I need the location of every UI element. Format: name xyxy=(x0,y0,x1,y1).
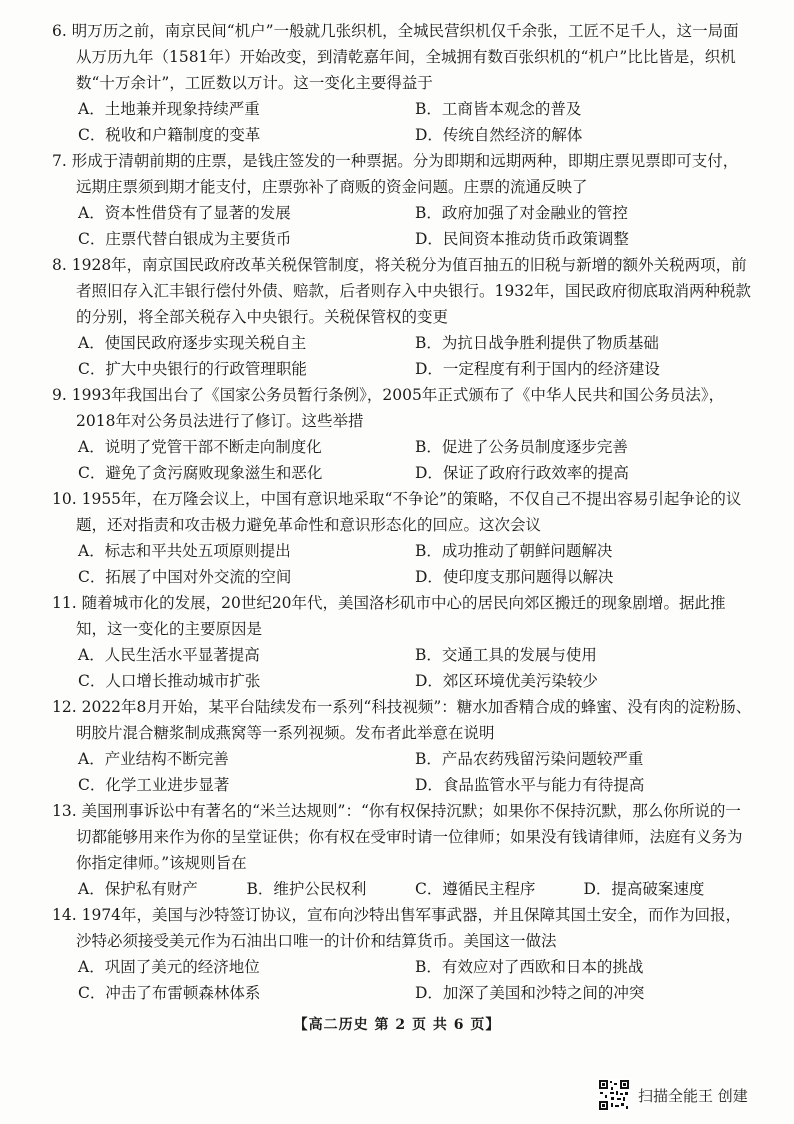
scanner-watermark xyxy=(598,1078,748,1112)
option-a: A．人民生活水平显著提高 xyxy=(78,646,260,664)
option-b: B．为抗日战争胜利提供了物质基础 xyxy=(415,334,659,352)
option-a: A．产业结构不断完善 xyxy=(78,750,229,768)
option-d: D．传统自然经济的解体 xyxy=(415,126,583,144)
question-stem: 1974年，美国与沙特签订协议，宣布向沙特出售军事武器，并且保障其国土安全，而作为回报，沙特必须接受美元作为石油出口唯一的计价和结算货币。美国这一做法 xyxy=(76,906,742,950)
option-d: D．保证了政府行政效率的提高 xyxy=(415,464,629,482)
question-number: 9. xyxy=(52,386,67,404)
option-b: B．产品农药残留污染问题较严重 xyxy=(415,750,644,768)
options xyxy=(52,200,752,252)
question-stem: 明万历之前，南京民间“机户”一般就几张织机，全城民营织机仅千余张，工匠不足千人，这一局面从万历九年（1581年）开始改变，到清乾嘉年间，全城拥有数百张织机的“机户”比比皆是，织机数“十万余计”，工匠数以万计。这一变化主要得益于 xyxy=(71,22,739,92)
option-a: A．巩固了美元的经济地位 xyxy=(78,958,260,976)
question-11 xyxy=(52,590,752,694)
question-number: 7. xyxy=(52,152,67,170)
options xyxy=(52,96,752,148)
question-stem: 1928年，南京国民政府改革关税保管制度，将关税分为值百抽五的旧税与新增的额外关税两项，前者照旧存入汇丰银行偿付外债、赔款，后者则存入中央银行。1932年，国民政府彻底取消两种税款的分别，将全部关税存入中央银行。关税保管权的变更 xyxy=(71,256,751,326)
option-c: C．避免了贪污腐败现象滋生和恶化 xyxy=(78,464,323,482)
option-d: D．民间资本推动货币政策调整 xyxy=(415,230,629,248)
question-number: 12. xyxy=(52,698,77,716)
question-number: 6. xyxy=(52,22,67,40)
option-c: C．扩大中央银行的行政管理职能 xyxy=(78,360,307,378)
option-a: A．保护私有财产 xyxy=(78,880,198,898)
question-stem: 1955年，在万隆会议上，中国有意识地采取“不争论”的策略，不仅自己不提出容易引起争论的议题，还对指责和攻击极力避免革命性和意识形态化的回应。这次会议 xyxy=(76,490,742,534)
option-b: B．维护公民权利 xyxy=(246,880,367,898)
option-b: B．有效应对了西欧和日本的挑战 xyxy=(415,958,644,976)
options xyxy=(52,746,752,798)
question-number: 13. xyxy=(52,802,77,820)
option-d: D．食品监管水平与能力有待提高 xyxy=(415,776,645,794)
option-d: D．一定程度有利于国内的经济建设 xyxy=(415,360,660,378)
option-b: B．促进了公务员制度逐步完善 xyxy=(415,438,628,456)
options xyxy=(52,642,752,694)
question-9 xyxy=(52,382,752,486)
question-number: 11. xyxy=(52,594,77,612)
option-c: C．冲击了布雷顿森林体系 xyxy=(78,984,261,1002)
option-b: B．工商皆本观念的普及 xyxy=(415,100,582,118)
question-10 xyxy=(52,486,752,590)
option-b: B．成功推动了朝鲜问题解决 xyxy=(415,542,613,560)
exam-page xyxy=(52,18,752,1006)
options xyxy=(52,330,752,382)
option-b: B．交通工具的发展与使用 xyxy=(415,646,597,664)
option-b: B．政府加强了对金融业的管控 xyxy=(415,204,628,222)
question-stem: 形成于清朝前期的庄票，是钱庄签发的一种票据。分为即期和远期两种，即期庄票见票即可支付，远期庄票须到期才能支付，庄票弥补了商贩的资金问题。庄票的流通反映了 xyxy=(71,152,739,196)
question-stem: 美国刑事诉讼中有著名的“米兰达规则”：“你有权保持沉默；如果你不保持沉默，那么你所说的一切都能够用来作为你的呈堂证供；你有权在受审时请一位律师；如果没有钱请律师，法庭有义务为你指定律师。”该规则旨在 xyxy=(76,802,743,872)
options xyxy=(52,434,752,486)
option-d: D．提高破案速度 xyxy=(583,880,705,898)
options xyxy=(52,954,752,1006)
option-c: C．化学工业进步显著 xyxy=(78,776,230,794)
question-number: 8. xyxy=(52,256,67,274)
option-d: D．使印度支那问题得以解决 xyxy=(415,568,614,586)
question-number: 10. xyxy=(52,490,77,508)
options xyxy=(52,538,752,590)
option-a: A．土地兼并现象持续严重 xyxy=(78,100,260,118)
option-c: C．税收和户籍制度的变革 xyxy=(78,126,261,144)
qr-code-icon xyxy=(598,1079,630,1111)
option-c: C．拓展了中国对外交流的空间 xyxy=(78,568,292,586)
question-8 xyxy=(52,252,752,382)
options xyxy=(52,876,752,902)
option-c: C．庄票代替白银成为主要货币 xyxy=(78,230,292,248)
option-c: C．遵循民主程序 xyxy=(415,880,536,898)
question-stem: 2022年8月开始，某平台陆续发布一系列“科技视频”：糖水加香精合成的蜂蜜、没有肉的淀粉肠、明胶片混合糖浆制成燕窝等一系列视频。发布者此举意在说明 xyxy=(76,698,752,742)
question-7 xyxy=(52,148,752,252)
option-a: A．使国民政府逐步实现关税自主 xyxy=(78,334,307,352)
option-d: D．加深了美国和沙特之间的冲突 xyxy=(415,984,645,1002)
page-footer: 【高二历史 第 2 页 共 6 页】 xyxy=(293,1017,501,1033)
question-stem: 1993年我国出台了《国家公务员暂行条例》，2005年正式颁布了《中华人民共和国公务员法》，2018年对公务员法进行了修订。这些举措 xyxy=(71,386,725,430)
option-a: A．标志和平共处五项原则提出 xyxy=(78,542,291,560)
option-d: D．郊区环境优美污染较少 xyxy=(415,672,598,690)
question-12 xyxy=(52,694,752,798)
question-stem: 随着城市化的发展，20世纪20年代，美国洛杉矶市中心的居民向郊区搬迁的现象剧增。据此推知，这一变化的主要原因是 xyxy=(76,594,726,638)
question-14 xyxy=(52,902,752,1006)
option-c: C．人口增长推动城市扩张 xyxy=(78,672,261,690)
option-a: A．说明了党管干部不断走向制度化 xyxy=(78,438,322,456)
question-13 xyxy=(52,798,752,902)
watermark-text: 扫描全能王 创建 xyxy=(638,1086,748,1105)
option-a: A．资本性借贷有了显著的发展 xyxy=(78,204,291,222)
question-number: 14. xyxy=(52,906,77,924)
question-6 xyxy=(52,18,752,148)
